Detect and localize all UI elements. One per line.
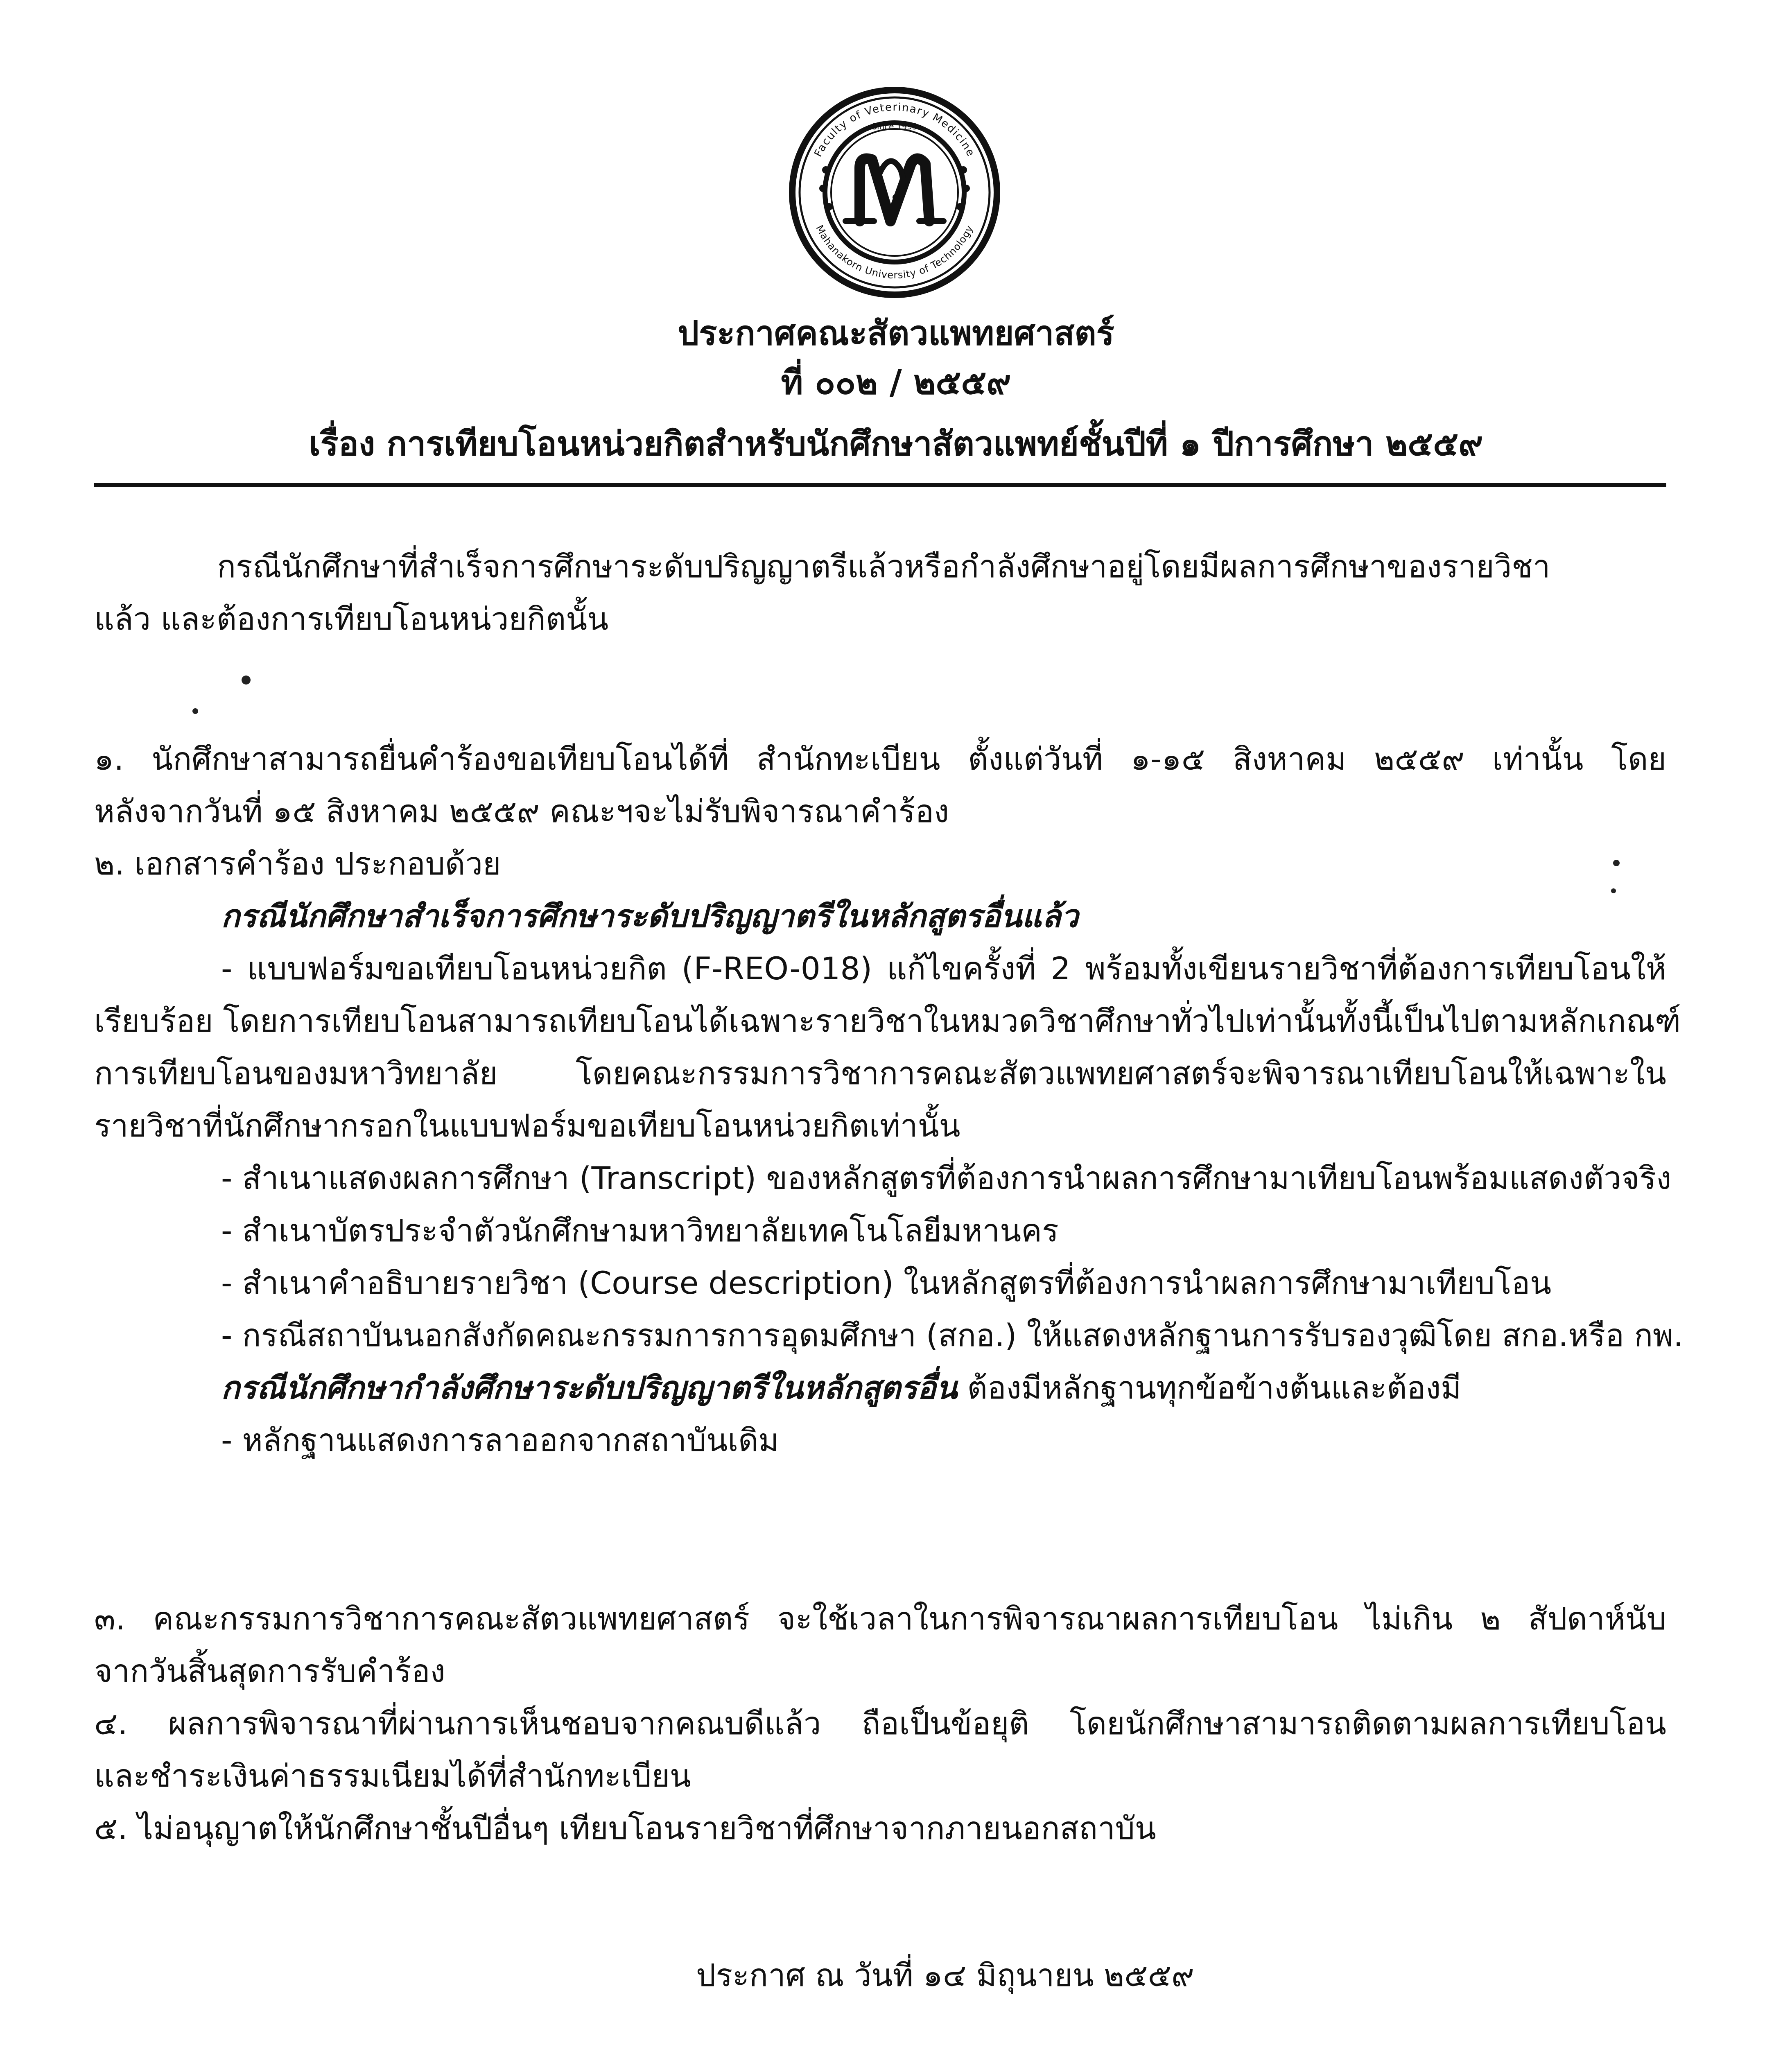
item-3-line-1: ๓. คณะกรรมการวิชาการคณะสัตวแพทยศาสตร์ จะใช้เวลาในการพิจารณาผลการเทียบโอน ไม่เกิน ๒ สัปดาห์นับ: [94, 1600, 1666, 1637]
item-4-line-2: และชำระเงินค่าธรรมเนียมได้ที่สำนักทะเบียน: [94, 1758, 691, 1794]
svg-text:Since 1993: Since 1993: [872, 122, 917, 131]
case-2-heading: กรณีนักศึกษากำลังศึกษาระดับปริญญาตรีในหลักสูตรอื่น: [221, 1369, 958, 1406]
item-1-line-1: ๑. นักศึกษาสามารถยื่นคำร้องขอเทียบโอนได้ที่ สำนักทะเบียน ตั้งแต่วันที่ ๑-๑๕ สิงหาคม ๒๕๕๙ เท่านั้น โดย: [94, 741, 1666, 777]
intro-line-2: แล้ว และต้องการเทียบโอนหน่วยกิตนั้น: [94, 601, 609, 637]
faculty-seal-logo: [788, 86, 1001, 299]
case-2-doc-resignation: - หลักฐานแสดงการลาออกจากสถาบันเดิม: [221, 1422, 779, 1458]
case-1-doc-accreditation: - กรณีสถาบันนอกสังกัดคณะกรรมการการอุดมศึกษา (สกอ.) ให้แสดงหลักฐานการรับรองวุฒิโดย สกอ.หรือ กพ.: [221, 1317, 1684, 1353]
item-2: [94, 838, 1684, 1466]
case-1-doc-course-description: - สำเนาคำอธิบายรายวิชา (Course description) ในหลักสูตรที่ต้องการนำผลการศึกษามาเทียบโอน: [221, 1265, 1552, 1301]
announcement-subject: เรื่อง การเทียบโอนหน่วยกิตสำหรับนักศึกษาสัตวแพทย์ชั้นปีที่ ๑ ปีการศึกษา ๒๕๕๙: [309, 425, 1483, 463]
header-divider: [94, 483, 1666, 487]
item-1: [94, 733, 1666, 838]
case-1-heading: กรณีนักศึกษาสำเร็จการศึกษาระดับปริญญาตรีในหลักสูตรอื่นแล้ว: [221, 898, 1079, 934]
item-2-heading: ๒. เอกสารคำร้อง ประกอบด้วย: [94, 845, 501, 882]
case-1-form-line-3: การเทียบโอนของมหาวิทยาลัย โดยคณะกรรมการวิชาการคณะสัตวแพทยศาสตร์จะพิจารณาเทียบโอนให้เฉพาะใน: [94, 1055, 1666, 1091]
announcement-number: ที่ ๐๐๒ / ๒๕๕๙: [781, 363, 1011, 402]
case-1-doc-transcript: - สำเนาแสดงผลการศึกษา (Transcript) ของหลักสูตรที่ต้องการนำผลการศึกษามาเทียบโอนพร้อมแสดงตัวจริง: [221, 1160, 1672, 1196]
scan-speck: [242, 676, 251, 685]
item-5-line-1: ๕. ไม่อนุญาตให้นักศึกษาชั้นปีอื่นๆ เทียบโอนรายวิชาที่ศึกษาจากภายนอกสถาบัน: [94, 1810, 1156, 1846]
scan-speck: [1611, 888, 1616, 893]
case-1-form-line-1: - แบบฟอร์มขอเทียบโอนหน่วยกิต (F-REO-018) แก้ไขครั้งที่ 2 พร้อมทั้งเขียนรายวิชาที่ต้องการเทียบโอนให้: [221, 950, 1666, 987]
announcement-date: ประกาศ ณ วันที่ ๑๔ มิถุนายน ๒๕๕๙: [696, 1957, 1194, 1993]
case-2-tail: ต้องมีหลักฐานทุกข้อข้างต้นและต้องมี: [957, 1369, 1462, 1406]
case-1-form-line-4: รายวิชาที่นักศึกษากรอกในแบบฟอร์มขอเทียบโอนหน่วยกิตเท่านั้น: [94, 1107, 960, 1144]
case-1-doc-student-id: - สำเนาบัตรประจำตัวนักศึกษามหาวิทยาลัยเทคโนโลยีมหานคร: [221, 1212, 1059, 1249]
item-5: [94, 1802, 1666, 1855]
scan-speck: [192, 708, 198, 714]
case-1-form-line-2: เรียบร้อย โดยการเทียบโอนสามารถเทียบโอนได้เฉพาะรายวิชาในหมวดวิชาศึกษาทั่วไปเท่านั้นทั้งนี้เป็นไปตามหลักเกณฑ์: [94, 1003, 1681, 1039]
case-2-heading-line: [94, 1362, 1666, 1414]
svg-text:Faculty of Veterinary Medicine: Faculty of Veterinary Medicine: [812, 101, 977, 159]
item-1-line-2: หลังจากวันที่ ๑๕ สิงหาคม ๒๕๕๙ คณะฯจะไม่รับพิจารณาคำร้อง: [94, 793, 949, 829]
item-4-line-1: ๔. ผลการพิจารณาที่ผ่านการเห็นชอบจากคณบดีแล้ว ถือเป็นข้อยุติ โดยนักศึกษาสามารถติดตามผลการเทียบโอน: [94, 1705, 1666, 1742]
svg-text:Mahanakorn University of Techn: Mahanakorn University of Technology: [814, 223, 976, 281]
intro-paragraph: [94, 540, 1666, 645]
announcement-title: ประกาศคณะสัตวแพทยศาสตร์: [678, 314, 1114, 353]
scan-speck: [1613, 860, 1620, 866]
item-3: [94, 1593, 1666, 1697]
item-3-line-2: จากวันสิ้นสุดการรับคำร้อง: [94, 1653, 445, 1689]
item-4: [94, 1697, 1666, 1802]
intro-line-1: กรณีนักศึกษาที่สำเร็จการศึกษาระดับปริญญาตรีแล้วหรือกำลังศึกษาอยู่โดยมีผลการศึกษาของรายวิชา: [217, 548, 1550, 585]
